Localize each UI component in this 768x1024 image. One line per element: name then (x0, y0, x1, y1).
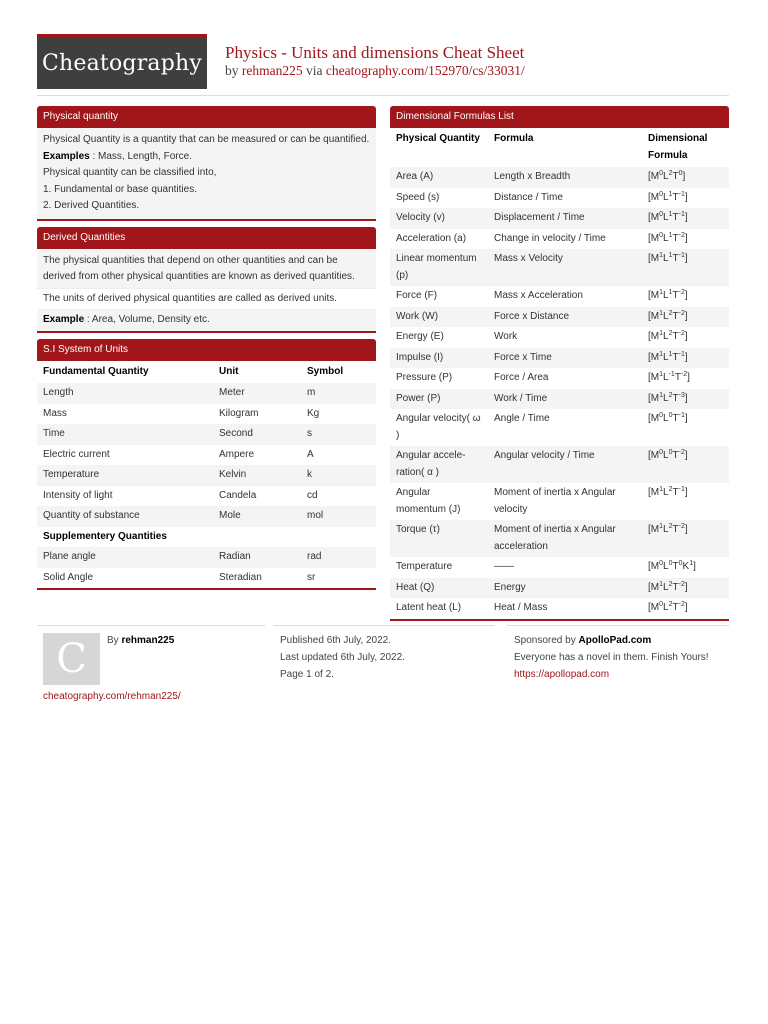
si-supp-cell: Steradian (219, 571, 262, 583)
dim-dimensional-formula: $[M^1L^1T^{-1}]$ (642, 249, 729, 286)
derived-definition: The physical quantities that depend on other quantities and can be derived from other physical quantities are known as derived quantities. (37, 249, 376, 288)
dim-exponent: 2 (668, 309, 673, 317)
physical-quantity-heading: Physical quantity (37, 106, 376, 128)
si-cell: Second (213, 424, 301, 445)
si-row (37, 383, 376, 404)
footer-divider-3 (507, 625, 729, 626)
header-divider (37, 95, 729, 96)
footer-sponsor (514, 632, 719, 683)
footer-published: Published 6th July, 2022. (280, 635, 392, 646)
dim-exponent: -2 (680, 371, 688, 378)
dim-dimensional-formula: $[M^1L^{-1}T^{-2}]$ (648, 371, 690, 383)
si-supp-cell: Plane angle (37, 547, 213, 568)
dim-dimensional-formula: $[M^1L^2T^{-3}]$ (642, 389, 729, 410)
si-supplementary-row (37, 527, 376, 548)
dim-formula: Work (494, 331, 518, 342)
dim-base: T (672, 581, 679, 593)
dim-quantity: Linear momentum (p) (390, 249, 488, 286)
dim-exponent: 2 (668, 601, 673, 608)
author-avatar[interactable]: C (43, 633, 100, 685)
si-cell: k (301, 465, 376, 486)
footer-sponsored-by: Sponsored by (514, 635, 576, 646)
dim-exponent: 1 (659, 371, 664, 378)
dim-base: T (672, 602, 679, 613)
dim-base: T (672, 524, 679, 535)
dim-base: T (672, 212, 679, 223)
dim-exponent: 1 (659, 391, 664, 399)
dim-base: M (650, 450, 660, 461)
dim-exponent: 0 (659, 449, 664, 456)
dim-base: L (663, 331, 669, 342)
dim-quantity: Pressure (P) (396, 372, 453, 383)
dim-dimensional-formula: $[M^0L^0T^0K^1]$ (648, 560, 696, 572)
si-row (37, 404, 376, 425)
dim-exponent: 1 (659, 523, 664, 530)
si-column-header: Fundamental Quantity (43, 365, 149, 377)
pq-classified: Physical quantity can be classified into, (43, 167, 217, 178)
footer-by: By (107, 635, 119, 646)
si-column-header: Unit (219, 365, 239, 377)
dim-formula: Distance / Time (494, 191, 563, 203)
dim-exponent: 1 (659, 330, 664, 337)
dim-exponent: 0 (668, 412, 673, 419)
dim-base: T (672, 191, 679, 203)
dim-row (390, 208, 729, 229)
dim-base: T (672, 450, 679, 461)
dim-dimensional-formula: $[M^0L^2T^{-2}]$ (648, 601, 688, 613)
si-cell: m (301, 383, 376, 404)
dim-quantity: Angular acceleration( α ) (390, 446, 488, 483)
dim-exponent: -2 (678, 330, 685, 337)
footer-publish-info (280, 632, 405, 683)
dim-exponent: 2 (668, 170, 673, 177)
dim-formula: Energy (488, 578, 642, 599)
dim-base: T (674, 372, 681, 383)
dim-exponent: 1 (668, 350, 673, 358)
dim-base: T (672, 290, 679, 301)
si-header-row (37, 361, 376, 384)
physical-quantity-box (37, 106, 376, 221)
dim-dimensional-formula: $[M^1L^2T^{-2}]$ (642, 578, 729, 599)
byline (225, 63, 525, 79)
dim-dimensional-formula: $[M^0L^1T^{-1}]$ (642, 208, 729, 229)
dim-row (390, 167, 729, 188)
dim-formula: Moment of inertia x Angular velocity (494, 487, 616, 515)
dim-exponent: 0 (659, 412, 664, 419)
dim-base: L (663, 372, 669, 383)
dim-exponent: 2 (668, 391, 673, 399)
dim-formula: Moment of inertia x Angular acceleration (488, 520, 642, 557)
footer-author-url[interactable]: cheatography.com/rehman225/ (43, 691, 181, 702)
dim-base: T (672, 253, 679, 264)
dim-formula: —— (494, 561, 514, 572)
dim-dimensional-formula: $[M^0L^1T^{-2}]$ (648, 231, 688, 244)
dim-dimensional-formula: $[M^0L^0T^{-1}]$ (648, 412, 688, 424)
dim-base: T (672, 487, 679, 498)
dim-formula: Heat / Mass (494, 602, 548, 613)
dim-exponent: -2 (678, 231, 685, 239)
si-cell: Kelvin (213, 465, 301, 486)
dim-base: K (682, 561, 690, 572)
dim-formula: Force x Distance (488, 307, 642, 328)
dim-base: L (663, 392, 669, 404)
si-supp-row (37, 547, 376, 568)
dim-exponent: -2 (678, 523, 685, 530)
footer-divider-2 (273, 625, 495, 626)
si-units-box (37, 339, 376, 591)
dim-exponent: -1 (678, 252, 685, 259)
dim-exponent: 1 (659, 309, 664, 317)
pq-examples (43, 149, 370, 166)
pq-examples-label: Examples (43, 150, 90, 162)
dim-row (390, 307, 729, 328)
dim-exponent: 0 (659, 601, 664, 608)
dim-exponent: -2 (678, 601, 685, 608)
dim-base: L (663, 351, 669, 363)
dim-quantity: Torque (τ) (390, 520, 488, 557)
dim-base: M (650, 253, 660, 264)
dim-exponent: -2 (678, 580, 685, 588)
dim-base: L (663, 581, 669, 593)
si-row (37, 424, 376, 445)
dim-row (390, 557, 729, 578)
dim-exponent: -2 (678, 289, 685, 296)
dim-exponent: -2 (678, 309, 685, 317)
dim-row (390, 327, 729, 348)
cheatography-logo[interactable]: Cheatography (37, 34, 207, 89)
dim-base: L (663, 602, 669, 613)
dim-dimensional-formula: $[M^1L^1T^{-1}]$ (642, 348, 729, 369)
dim-exponent: 1 (668, 211, 673, 218)
dim-row (390, 578, 729, 599)
dim-base: L (663, 310, 669, 322)
dim-exponent: 1 (659, 580, 664, 588)
dim-row (390, 483, 729, 520)
dim-base: M (650, 310, 660, 322)
dim-exponent: 2 (668, 486, 673, 493)
dim-base: L (663, 561, 669, 572)
dim-exponent: 2 (668, 523, 673, 530)
dim-base: L (663, 290, 669, 301)
si-supp-cell: sr (307, 571, 316, 583)
dim-base: L (663, 191, 669, 203)
dim-base: M (650, 290, 660, 301)
dim-base: T (672, 561, 679, 572)
page-title: Physics - Units and dimensions Cheat Sheet (225, 43, 525, 62)
dim-quantity: Area (A) (390, 167, 488, 188)
dim-dimensional-formula: $[M^0L^1T^{-1}]$ (648, 190, 688, 203)
dim-base: M (650, 413, 660, 424)
dim-exponent: -1 (678, 486, 685, 493)
dim-base: M (650, 372, 660, 383)
dimensional-formulas-table (390, 128, 729, 619)
dim-base: L (663, 232, 669, 244)
dim-base: M (650, 171, 660, 182)
dim-exponent: 0 (678, 170, 683, 177)
dim-formula: Angular velocity / Time (488, 446, 642, 483)
byline-via: via (305, 63, 323, 78)
si-supp-cell: Radian (213, 547, 301, 568)
si-cell: Meter (213, 383, 301, 404)
dim-exponent: 0 (668, 449, 673, 456)
dim-formula: Angle / Time (494, 413, 550, 424)
dim-exponent: 0 (659, 170, 664, 177)
footer-sponsor-url[interactable]: https://apollopad.com (514, 669, 610, 680)
si-cell: Electric current (43, 448, 110, 460)
dim-exponent: 1 (659, 252, 664, 259)
dim-base: L (663, 487, 669, 498)
dim-exponent: 0 (659, 211, 664, 218)
dim-row (390, 389, 729, 410)
dim-exponent: -3 (678, 391, 685, 399)
dim-exponent: -1 (678, 412, 685, 419)
dim-base: M (650, 212, 660, 223)
physical-quantity-content (37, 128, 376, 219)
si-units-table (37, 361, 376, 589)
footer-sponsor-name[interactable]: ApolloPad.com (578, 635, 652, 646)
dim-dimensional-formula: $[M^0L^2T^0]$ (642, 167, 729, 188)
dim-exponent: 2 (668, 580, 673, 588)
dim-column-header: Dimensional Formula (648, 133, 708, 161)
dim-base: T (672, 413, 679, 424)
dim-formula: Length x Breadth (488, 167, 642, 188)
footer-updated: Last updated 6th July, 2022. (280, 652, 405, 663)
si-row (37, 506, 376, 527)
dim-exponent: 0 (659, 560, 664, 567)
dim-row (390, 409, 729, 446)
derived-example (37, 309, 376, 331)
si-supp-cell: Solid Angle (43, 571, 94, 583)
dim-formula: Mass x Acceleration (494, 290, 583, 301)
dim-formula: Force x Time (488, 348, 642, 369)
dim-dimensional-formula: $[M^0L^0T^{-2}]$ (642, 446, 729, 483)
dim-base: M (650, 524, 660, 535)
dim-formula: Work / Time (488, 389, 642, 410)
si-supp-row (37, 568, 376, 589)
dim-exponent: 1 (668, 252, 673, 259)
dim-row (390, 188, 729, 209)
dim-exponent: -1 (678, 350, 685, 358)
dim-quantity: Latent heat (L) (396, 602, 462, 613)
dim-base: M (650, 331, 660, 342)
dim-formula: Mass x Velocity (488, 249, 642, 286)
dim-quantity: Speed (s) (396, 191, 440, 203)
pq-definition: Physical Quantity is a quantity that can be measured or can be quantified. (43, 134, 370, 145)
dim-row (390, 286, 729, 307)
si-cell: Ampere (219, 448, 255, 460)
dim-exponent: 0 (678, 560, 683, 567)
dim-quantity: Energy (E) (396, 331, 444, 342)
sheet-url-link[interactable]: cheatography.com/152970/cs/33031/ (325, 63, 525, 78)
dim-row (390, 520, 729, 557)
dim-exponent: 1 (659, 486, 664, 493)
dim-exponent: 0 (668, 560, 673, 567)
derived-quantities-box (37, 227, 376, 333)
dim-quantity: Acceleration (a) (396, 232, 467, 244)
dim-formula: Displacement / Time (488, 208, 642, 229)
si-row (37, 486, 376, 507)
dim-exponent: 1 (659, 289, 664, 296)
dim-base: L (663, 413, 669, 424)
dim-formula: Force / Area (494, 372, 549, 383)
si-cell: Kilogram (219, 407, 259, 419)
footer-divider-1 (37, 625, 265, 626)
dim-base: M (650, 561, 660, 572)
si-cell: mol (301, 506, 376, 527)
dim-exponent: 1 (689, 560, 694, 567)
dim-base: T (672, 331, 679, 342)
dim-quantity: Angular velocity( ω ) (396, 413, 481, 441)
dim-row (390, 249, 729, 286)
dim-base: M (650, 487, 660, 498)
derived-example-text: : Area, Volume, Density etc. (84, 314, 210, 325)
dim-dimensional-formula: $[M^1L^2T^{-2}]$ (648, 330, 688, 342)
dimensional-formulas-heading: Dimensional Formulas List (390, 106, 729, 128)
dim-exponent: 0 (659, 231, 664, 239)
footer-author-name[interactable]: rehman225 (121, 635, 175, 646)
dim-base: M (650, 191, 660, 203)
dim-exponent: -1 (678, 190, 685, 198)
si-units-heading: S.I System of Units (37, 339, 376, 361)
dim-base: M (650, 351, 660, 363)
si-column-header: Symbol (307, 365, 344, 377)
dim-base: T (672, 232, 679, 244)
si-cell: Length (37, 383, 213, 404)
si-cell: Time (37, 424, 213, 445)
dim-quantity: Work (W) (390, 307, 488, 328)
dim-row (390, 348, 729, 369)
author-link[interactable]: rehman225 (241, 63, 303, 78)
dim-base: M (650, 602, 660, 613)
dim-exponent: 2 (668, 330, 673, 337)
footer-page: Page 1 of 2. (280, 669, 334, 680)
dim-base: T (672, 171, 679, 182)
dim-row (390, 598, 729, 619)
dim-base: M (650, 392, 660, 404)
dim-base: L (663, 450, 669, 461)
si-cell: Mole (213, 506, 301, 527)
dim-quantity: Angular momentum (J) (396, 487, 461, 515)
dim-exponent: 1 (668, 190, 673, 198)
pq-item-1: 1. Fundamental or base quantities. (43, 183, 197, 195)
dim-quantity: Impulse (I) (390, 348, 488, 369)
si-cell: Mass (43, 407, 67, 419)
dim-column-header: Physical Quantity (396, 133, 480, 144)
footer-sponsor-line (514, 632, 719, 649)
si-supp-cell: rad (301, 547, 376, 568)
dim-column-header: Formula (494, 133, 534, 144)
dim-dimensional-formula: $[M^1L^2T^{-1}]$ (648, 486, 688, 498)
si-row (37, 465, 376, 486)
dimensional-formulas-box (390, 106, 729, 621)
dim-row (390, 229, 729, 250)
dim-exponent: -1 (668, 371, 675, 378)
dim-base: L (663, 212, 669, 223)
si-cell: Candela (219, 489, 257, 501)
dim-base: T (672, 310, 679, 322)
dim-base: T (672, 351, 679, 363)
dim-exponent: -2 (678, 449, 685, 456)
footer-sponsor-text: Everyone has a novel in them. Finish Yours! (514, 652, 709, 663)
derived-quantities-heading: Derived Quantities (37, 227, 376, 249)
dim-quantity: Heat (Q) (390, 578, 488, 599)
dim-base: M (650, 232, 660, 244)
right-column (390, 106, 729, 627)
si-row (37, 445, 376, 466)
dim-exponent: -1 (678, 211, 685, 218)
dim-exponent: 1 (668, 289, 673, 296)
dim-base: L (663, 524, 669, 535)
dim-base: L (663, 253, 669, 264)
footer-author (107, 632, 174, 649)
derived-units: The units of derived physical quantities are called as derived units. (37, 288, 376, 310)
dim-quantity: Force (F) (396, 290, 438, 301)
si-supplementary-label: Supplementery Quantities (43, 530, 167, 542)
dim-base: T (672, 392, 679, 404)
dim-dimensional-formula: $[M^1L^2T^{-2}]$ (642, 307, 729, 328)
derived-example-label: Example (43, 314, 85, 325)
pq-item-2: 2. Derived Quantities. (43, 200, 140, 211)
dim-base: M (650, 581, 660, 593)
dim-formula: Change in velocity / Time (494, 232, 606, 244)
dim-row (390, 446, 729, 483)
dim-exponent: 1 (659, 350, 664, 358)
si-cell: Quantity of substance (37, 506, 213, 527)
dim-quantity: Velocity (v) (390, 208, 488, 229)
dim-quantity: Temperature (396, 561, 453, 572)
byline-by: by (225, 63, 239, 78)
dim-exponent: 1 (668, 231, 673, 239)
si-cell: cd (307, 489, 318, 501)
dim-header-row (390, 128, 729, 167)
pq-examples-text: : Mass, Length, Force. (89, 150, 192, 162)
si-cell: Intensity of light (43, 489, 113, 501)
si-cell: A (307, 448, 314, 460)
si-cell: Temperature (37, 465, 213, 486)
dim-row (390, 368, 729, 389)
si-cell: Kg (307, 407, 320, 419)
dim-exponent: 0 (659, 190, 664, 198)
dim-dimensional-formula: $[M^1L^1T^{-2}]$ (648, 289, 688, 301)
dim-quantity: Power (P) (390, 389, 488, 410)
dim-base: L (663, 171, 669, 182)
si-cell: s (301, 424, 376, 445)
dim-dimensional-formula: $[M^1L^2T^{-2}]$ (642, 520, 729, 557)
left-column (37, 106, 376, 596)
